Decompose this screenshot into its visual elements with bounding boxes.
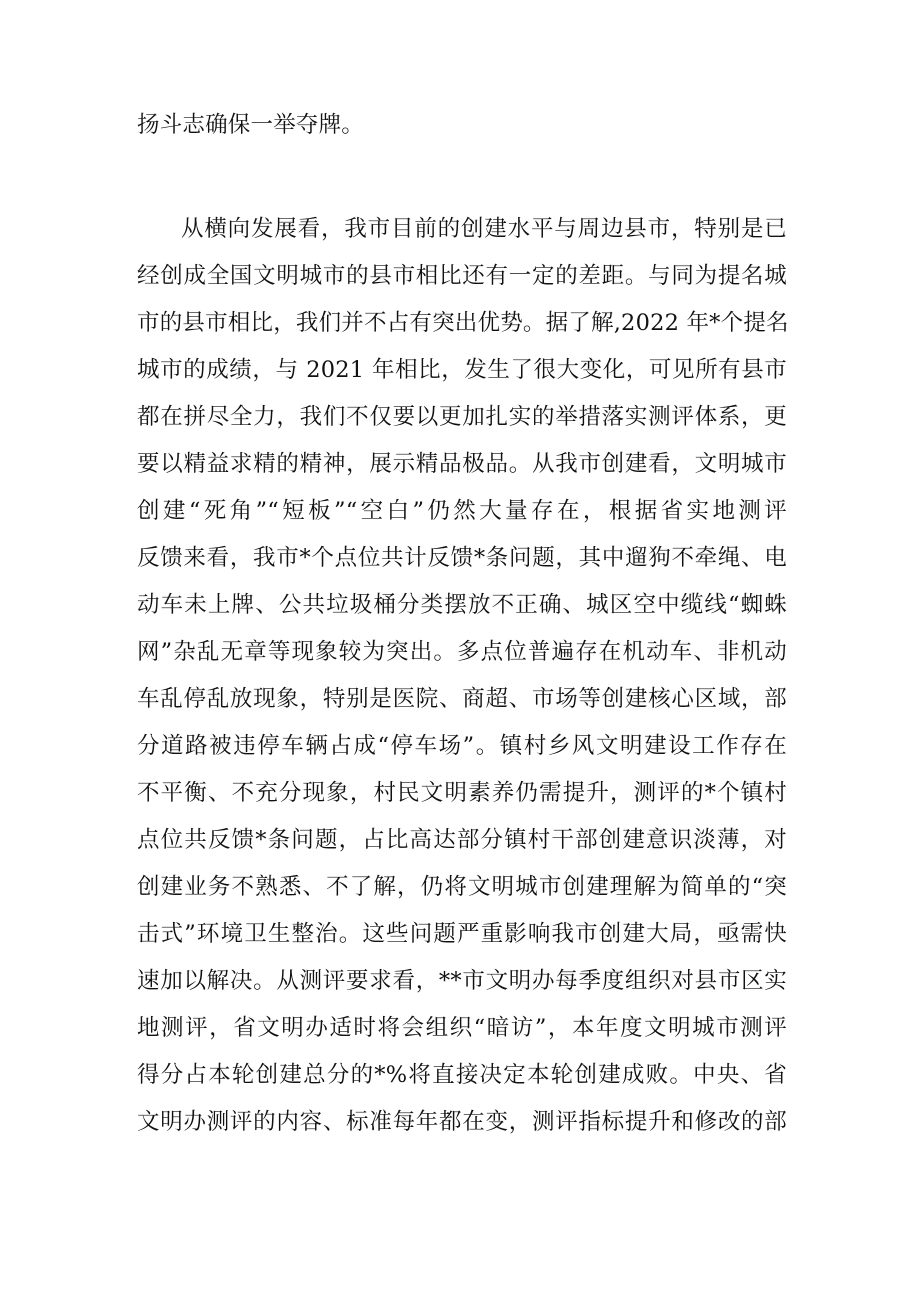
text-line-11: 网”杂乱无章等现象较为突出。多点位普遍存在机动车、非机动 xyxy=(137,639,787,665)
text-line-13: 分道路被违停车辆占成“停车场”。镇村乡风文明建设工作存在 xyxy=(137,733,787,759)
text-line-9: 反馈来看，我市*个点位共计反馈*条问题，其中遛狗不牵绳、电 xyxy=(137,545,787,571)
text-line-5: 城市的成绩，与 2021 年相比，发生了很大变化，可见所有县市 xyxy=(137,357,787,383)
text-line-14: 不平衡、不充分现象，村民文明素养仍需提升，测评的*个镇村 xyxy=(137,780,787,806)
text-line-19: 地测评，省文明办适时将会组织“暗访”，本年度文明城市测评 xyxy=(137,1015,787,1041)
text-line-8: 创建“死角”“短板”“空白”仍然大量存在，根据省实地测评 xyxy=(137,498,787,524)
text-line-21: 文明办测评的内容、标准每年都在变，测评指标提升和修改的部 xyxy=(137,1109,787,1135)
text-line-1: 扬斗志确保一举夺牌。 xyxy=(137,112,365,138)
text-line-15: 点位共反馈*条问题，占比高达部分镇村干部创建意识淡薄，对 xyxy=(137,827,787,853)
text-line-18: 速加以解决。从测评要求看，**市文明办每季度组织对县市区实 xyxy=(137,968,787,994)
text-line-6: 都在拼尽全力，我们不仅要以更加扎实的举措落实测评体系，更 xyxy=(137,404,787,430)
text-line-17: 击式”环境卫生整治。这些问题严重影响我市创建大局，亟需快 xyxy=(137,921,787,947)
text-line-20: 得分占本轮创建总分的*%将直接决定本轮创建成败。中央、省 xyxy=(137,1062,787,1088)
text-line-12: 车乱停乱放现象，特别是医院、商超、市场等创建核心区域，部 xyxy=(137,686,787,712)
text-line-2: 从横向发展看，我市目前的创建水平与周边县市，特别是已 xyxy=(181,216,787,242)
text-line-3: 经创成全国文明城市的县市相比还有一定的差距。与同为提名城 xyxy=(137,263,787,289)
text-line-10: 动车未上牌、公共垃圾桶分类摆放不正确、城区空中缆线“蜘蛛 xyxy=(137,592,787,618)
text-line-4: 市的县市相比，我们并不占有突出优势。据了解,2022 年*个提名 xyxy=(137,310,789,336)
text-line-7: 要以精益求精的精神，展示精品极品。从我市创建看，文明城市 xyxy=(137,451,787,477)
text-line-16: 创建业务不熟悉、不了解，仍将文明城市创建理解为简单的“突 xyxy=(137,874,787,900)
